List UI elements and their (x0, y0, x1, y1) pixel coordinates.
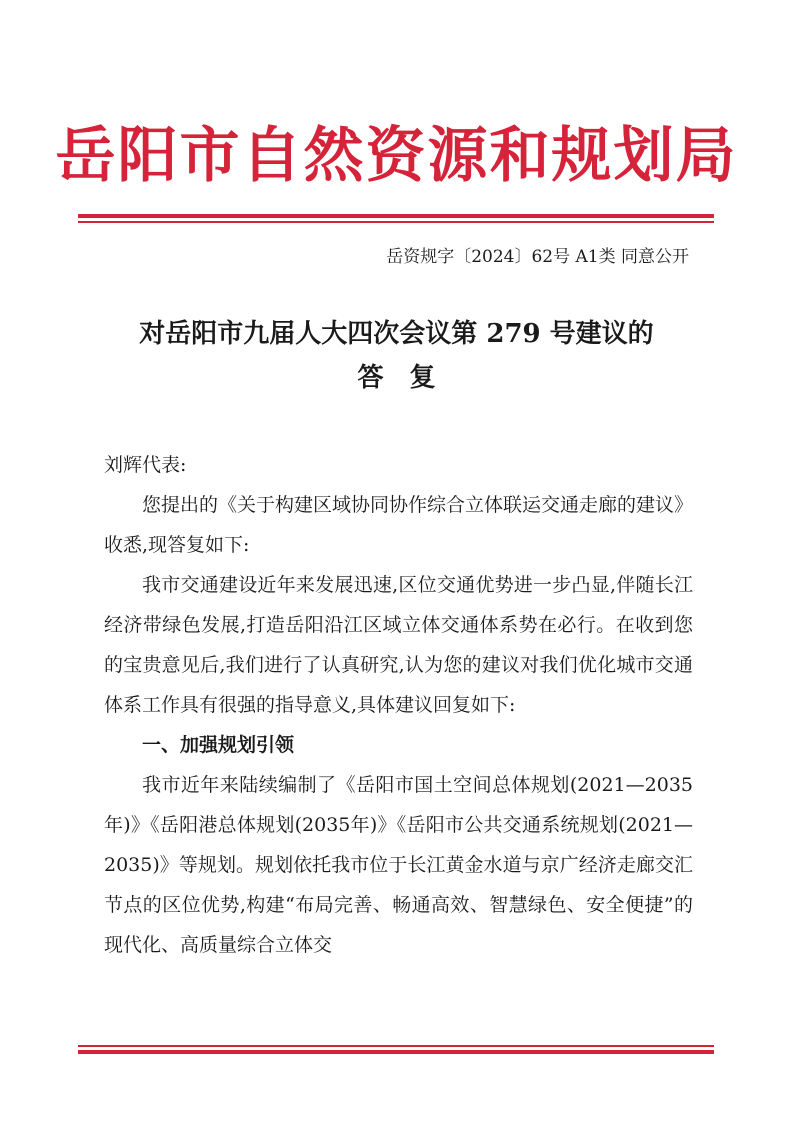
footer-rule-thick (78, 1050, 714, 1054)
document-body (104, 445, 693, 965)
body-paragraph-2: 我市交通建设近年来发展迅速,区位交通优势进一步凸显,伴随长江经济带绿色发展,打造岳阳沿江区域立体交通体系势在必行。在收到您的宝贵意见后,我们进行了认真研究,认为您的建议对我们优化城市交通体系工作具有很强的指导意义,具体建议回复如下: (104, 574, 693, 716)
body-paragraph-3: 我市近年来陆续编制了《岳阳市国土空间总体规划(2021—2035年)》《岳阳港总体规划(2035年)》《岳阳市公共交通系统规划(2021—2035)》等规划。规划依托我市位于长江黄金水道与京广经济走廊交汇节点的区位优势,构建“布局完善、畅通高效、智慧绿色、安全便捷”的现代化、高质量综合立体交 (104, 774, 693, 956)
header-rule-thin (78, 221, 714, 223)
body-paragraph-1: 您提出的《关于构建区域协同协作综合立体联运交通走廊的建议》收悉,现答复如下: (104, 494, 694, 556)
doc-title-line-2: 答复 (357, 363, 462, 393)
footer-rule-thin (78, 1045, 714, 1047)
section-heading-1: 一、加强规划引领 (142, 734, 295, 756)
doc-title-line-1: 对岳阳市九届人大四次会议第 279 号建议的 (139, 319, 654, 349)
document-number: 岳资规字〔2024〕62号 A1类 同意公开 (386, 247, 689, 267)
salutation: 刘辉代表: (104, 454, 187, 476)
agency-masthead: 岳阳市自然资源和规划局 (55, 121, 738, 191)
header-rule-thick (78, 214, 714, 218)
